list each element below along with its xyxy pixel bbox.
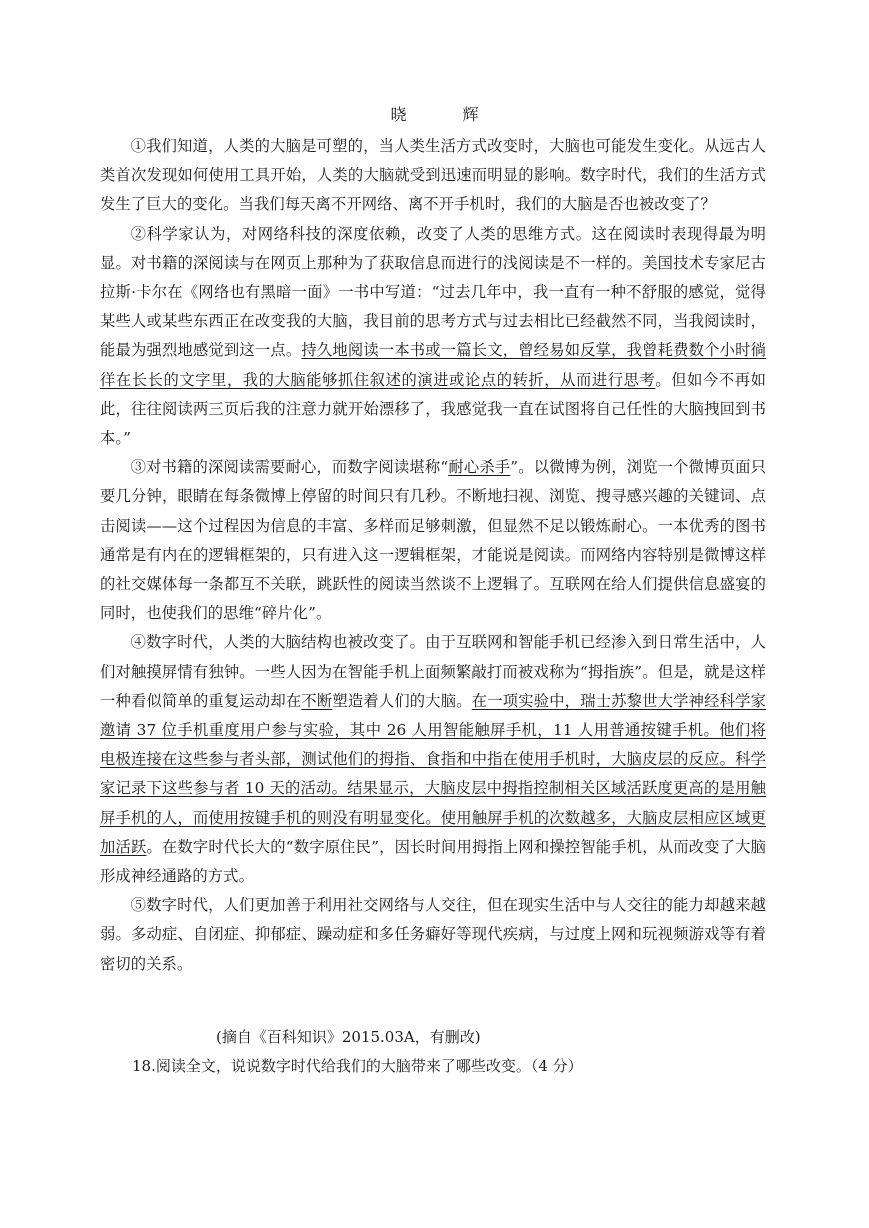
underlined-text: 耐心杀手 [448, 458, 511, 477]
underlined-text: 在一项实验中，瑞士苏黎世大学神经科学家邀请 37 位手机重度用户参与实验，其中 26 人用智能触屏手机，11 人用普通按键手机。他们将电极连接在这些参与者头部，测试他们的拇指、食指和中指在使用手机时，大脑皮层的反应。科学家记录下这些参与者 10 天的活动。结果显示，大脑皮层中拇指控制相关区域活跃度更高的是用触屏手机的人，而使用按键手机的则没有明显变化。使用触屏手机的次数越多，大脑皮层相应区域更加活跃 [100, 691, 766, 856]
underlined-text: 持久地阅读一本书或一篇长文，曾经易如反掌，我曾耗费数个小时徜徉在长长的文字里，我的大脑能够抓住叙述的演进或论点的转折，从而进行思考 [100, 341, 766, 389]
article-body [100, 132, 766, 979]
text-segment: 。但如今不再如此，往往阅读两三页后我的注意力就开始漂移了，我感觉我一直在试图将自己任性的大脑拽回到书本。” [100, 370, 766, 448]
text-segment: ④数字时代，人类的大脑结构也被改变了。由于互联网和智能手机已经渗入到日常生活中，人们对触摸屏情有独钟。一些人因为在智能手机上面频繁敲打而被戏称为“拇指族”。但是，就是这样一种看似简单的重复运动却在 [100, 633, 766, 710]
paragraph-5 [100, 891, 766, 979]
text-segment: ⑤数字时代，人们更加善于利用社交网络与人交往，但在现实生活中与人交往的能力却越来越弱。多动症、自闭症、抑郁症、躁动症和多任务癖好等现代疾病，与过度上网和玩视频游戏等有着密切的关系。 [100, 896, 766, 973]
text-segment: ②科学家认为，对网络科技的深度依赖，改变了人类的思维方式。这在阅读时表现得最为明显。对书籍的深阅读与在网页上那种为了获取信息而进行的浅阅读是不一样的。美国技术专家尼古拉斯·卡尔在《网络也有黑暗一面》一书中写道：“过去几年中，我一直有一种不舒服的感觉，觉得某些人或某些东西正在改变我的大脑，我目前的思考方式与过去相比已经截然不同，当我阅读时，能最为强烈地感觉到这一点。 [100, 224, 766, 360]
text-segment: ③对书籍的深阅读需要耐心，而数字阅读堪称“ [130, 458, 449, 477]
paragraph-1 [100, 132, 766, 220]
text-segment: ①我们知道，人类的大脑是可塑的，当人类生活方式改变时，大脑也可能发生变化。从远古人类首次发现如何使用工具开始，人类的大脑就受到迅速而明显的影响。数字时代，我们的生活方式发生了巨大的变化。当我们每天离不开网络、离不开手机时，我们的大脑是否也被改变了？ [100, 137, 766, 214]
question-18: 18.阅读全文，说说数字时代给我们的大脑带来了哪些改变。（4 分） [132, 1057, 583, 1075]
author-name: 晓 辉 [390, 105, 499, 124]
text-segment: 。在数字时代长大的“数字原住民”，因长时间用拇指上网和操控智能手机，从而改变了大脑形成神经通路的方式。 [100, 837, 766, 886]
text-segment: ”。以微博为例，浏览一个微博页面只要几分钟，眼睛在每条微博上停留的时间只有几秒。不断地扫视、浏览、搜寻感兴趣的关键词、点击阅读——这个过程因为信息的丰富、多样而足够刺激，但显然不足以锻炼耐心。一本优秀的图书通常是有内在的逻辑框架的，只有进入这一逻辑框架，才能说是阅读。而网络内容特别是微博这样的社交媒体每一条都互不关联，跳跃性的阅读当然谈不上逻辑了。互联网在给人们提供信息盛宴的同时，也使我们的思维“碎片化”。 [100, 458, 767, 623]
underlined-text: 不断 [301, 691, 333, 710]
source-citation: (摘自《百科知识》2015.03A，有删改) [216, 1028, 481, 1046]
paragraph-3 [100, 453, 766, 628]
paragraph-4 [100, 628, 766, 891]
text-segment: 塑造着人们的大脑。 [332, 691, 472, 710]
paragraph-2 [100, 220, 766, 454]
